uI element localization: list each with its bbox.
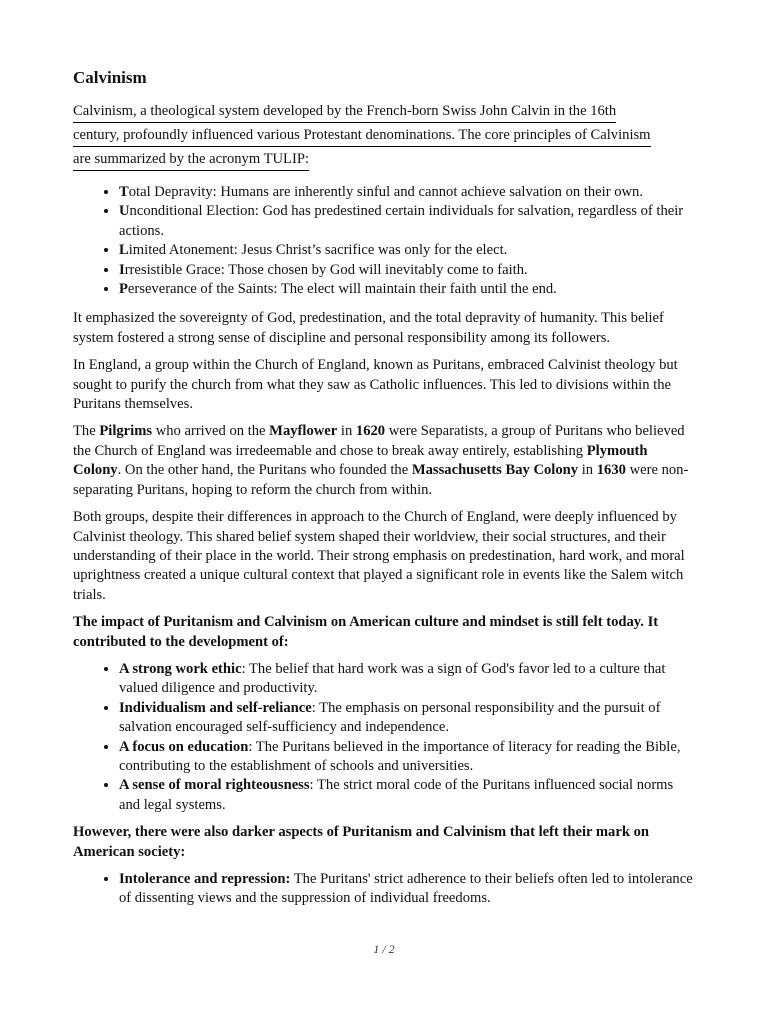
tulip-text: nconditional Election: God has predestined certain individuals for salvation, regardless of their actions. [119,203,684,239]
text-run: were non-separating Puritans, hoping to reform the church from within. [73,462,689,498]
paragraph-pilgrims [73,422,697,500]
text-run: The [73,423,100,440]
bold-term: Plymouth Colony [73,442,648,479]
text-run: . On the other hand, the Puritans who founded the [117,462,412,479]
contribution-term: A sense of moral righteousness [119,777,310,794]
bold-term: Massachusetts Bay Colony [411,462,579,479]
document-body [73,66,697,917]
contribution-text: The strict moral code of the Puritans influenced social norms and legal systems. [119,777,674,813]
text-run: were Separatists, a group of Puritans who believed the Church of England was irredeemable and chose to break away entirely, establishing [73,423,685,459]
darker-aspect-text: The Puritans' strict adherence to their beliefs often led to intolerance of dissenting views and the suppression of individual freedoms. [119,871,693,907]
darker-aspect-term: Intolerance and repression: [119,871,291,887]
paragraph-sovereignty: It emphasized the sovereignty of God, predestination, and the total depravity of humanity. This belief system fostered a strong sense of discipline and personal responsibility among its followers. [73,310,664,346]
contribution-text: The belief that hard work was a sign of God's favor led to a culture that valued diligence and productivity. [119,660,666,697]
bold-term: Pilgrims [99,423,153,440]
tulip-item-t [119,183,697,202]
tulip-initial: U [119,203,130,220]
tulip-initial: L [119,242,129,259]
tulip-text: erseverance of the Saints: The elect will maintain their faith until the end. [127,281,557,298]
paragraph-puritans: In England, a group within the Church of England, known as Puritans, embraced Calvinist theology but sought to purify the church from what they saw as Catholic influences. This led to divisions within the Puritans themselves. [73,357,678,413]
contribution-text: The emphasis on personal responsibility and the pursuit of salvation encouraged self-sufficiency and independence. [119,699,661,736]
impact-heading: The impact of Puritanism and Calvinism on American culture and mindset is still felt today. It contributed to the development of: [73,614,659,650]
tulip-initial: I [119,261,125,278]
contribution-item [119,776,697,815]
intro-line-2: century, profoundly influenced various Protestant denominations. The core principles of Calvinism [73,124,651,147]
document-title: Calvinism [73,68,147,87]
tulip-list [73,183,697,299]
intro-line-1: Calvinism, a theological system developed by the French-born Swiss John Calvin in the 16th [73,100,616,123]
contribution-item [119,660,697,699]
separator: : [248,738,253,755]
contribution-text: The Puritans believed in the importance of literacy for reading the Bible, contributing to the establishment of schools and universities. [119,738,681,774]
contribution-item [119,738,697,777]
paragraph-both-groups: Both groups, despite their differences in approach to the Church of England, were deeply influenced by Calvinist theology. This shared belief system shaped their worldview, their social structures, and their understanding of their place in the world. Their strong emphasis on predestination, hard work, and moral uprightness created a unique cultural context that played a significant role in events like the Salem witch trials. [73,509,685,603]
page-number: 1 / 2 [373,942,395,956]
contributions-list [73,660,697,815]
bold-term: 1620 [355,423,386,440]
tulip-item-l [119,241,697,260]
separator: : [309,777,314,794]
darker-aspect-item [119,870,697,909]
tulip-initial: P [119,281,128,298]
contribution-term: A strong work ethic [119,660,242,677]
contribution-item [119,699,697,738]
darker-aspects-heading: However, there were also darker aspects of Puritanism and Calvinism that left their mark on American society: [73,824,649,860]
contribution-term: Individualism and self-reliance [119,699,312,716]
text-run: who arrived on the [152,423,270,440]
separator: : [311,699,316,716]
contribution-term: A focus on education [119,738,249,755]
tulip-initial: T [119,184,129,200]
tulip-text: imited Atonement: Jesus Christ’s sacrifice was only for the elect. [128,242,508,259]
tulip-item-p [119,280,697,299]
bold-term: 1630 [596,462,626,479]
tulip-text: otal Depravity: Humans are inherently sinful and cannot achieve salvation on their own. [128,184,644,200]
tulip-text: rresistible Grace: Those chosen by God will inevitably come to faith. [124,261,528,278]
bold-term: Mayflower [269,423,338,440]
tulip-item-i [119,261,697,280]
separator: : [241,660,246,677]
intro-line-3: are summarized by the acronym TULIP: [73,148,309,171]
text-run: in [337,423,356,440]
intro-paragraph [73,99,697,171]
text-run: in [578,462,597,479]
tulip-item-u [119,202,697,241]
darker-aspects-list [73,870,697,909]
